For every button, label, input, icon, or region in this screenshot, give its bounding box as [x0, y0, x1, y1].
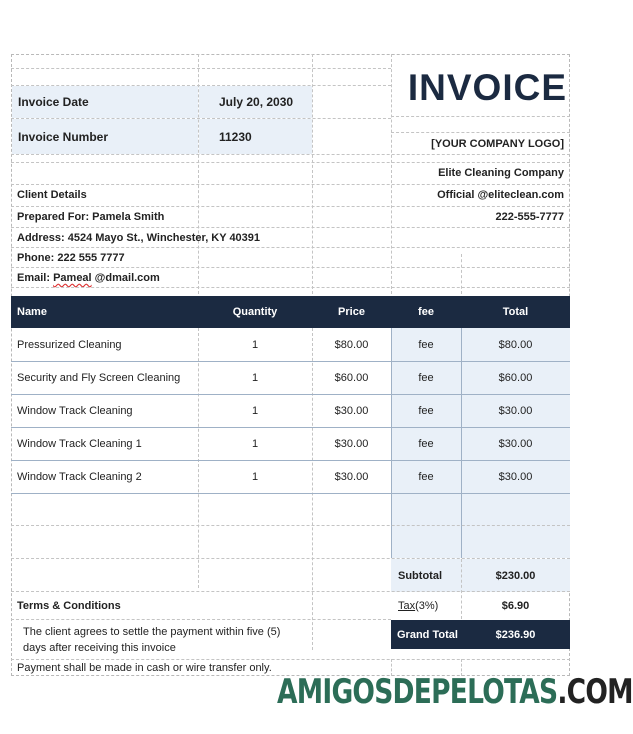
email-domain: @dmail.com — [91, 272, 160, 284]
table-row — [11, 328, 570, 361]
terms-text — [17, 624, 312, 656]
row-fee: fee — [418, 437, 434, 450]
grand-total-bar — [391, 620, 570, 649]
row-name: Window Track Cleaning — [17, 404, 133, 417]
row-price: $80.00 — [334, 338, 369, 351]
grand-total-value: $236.90 — [495, 628, 536, 641]
email-name: Pameal — [53, 272, 92, 284]
table-row — [11, 460, 570, 493]
company-phone: 222-555-7777 — [495, 211, 564, 223]
tax-label-text: Tax — [398, 599, 416, 612]
row-price: $60.00 — [334, 371, 369, 384]
subtotal-value: $230.00 — [495, 569, 536, 582]
watermark-suffix: .COM — [557, 672, 633, 712]
company-logo-placeholder: [YOUR COMPANY LOGO] — [431, 138, 564, 150]
row-price: $30.00 — [334, 437, 369, 450]
tax-rate: (3%) — [415, 599, 439, 612]
client-email — [11, 268, 311, 288]
row-price: $30.00 — [334, 470, 369, 483]
gridline — [11, 493, 570, 494]
terms-line-3: Payment shall be made in cash or wire transfer only. — [17, 662, 272, 674]
prepared-for: Prepared For: Pamela Smith — [17, 211, 165, 223]
terms-title — [11, 592, 311, 619]
company-handle: Official @eliteclean.com — [437, 189, 564, 201]
row-qty: 1 — [251, 338, 259, 351]
row-qty: 1 — [251, 404, 259, 417]
gridline — [11, 525, 570, 526]
row-total: $80.00 — [498, 338, 533, 351]
row-fee: fee — [418, 371, 434, 384]
row-total: $30.00 — [498, 470, 533, 483]
row-total: $30.00 — [498, 404, 533, 417]
watermark-main: AMIGOSDEPELOTAS — [277, 672, 558, 712]
client-address: Address: 4524 Mayo St., Winchester, KY 40391 — [17, 232, 261, 244]
terms-line-2: days after receiving this invoice — [23, 642, 176, 654]
row-qty: 1 — [251, 470, 259, 483]
row-fee: fee — [418, 338, 434, 351]
watermark-text — [277, 672, 633, 712]
row-qty: 1 — [251, 437, 259, 450]
row-name: Pressurized Cleaning — [17, 338, 122, 351]
tax-value: $6.90 — [501, 599, 530, 612]
gridline — [11, 287, 570, 288]
tax-label — [392, 592, 462, 619]
invoice-number-label: Invoice Number — [12, 119, 198, 154]
gridline — [391, 132, 570, 133]
header-name: Name — [17, 306, 47, 318]
invoice-number-value: 11230 — [199, 119, 312, 154]
table-row — [11, 361, 570, 394]
gridline — [11, 619, 391, 620]
invoice-title: INVOICE — [407, 67, 567, 108]
table-header — [11, 296, 570, 328]
table-row — [11, 394, 570, 427]
row-total: $30.00 — [498, 437, 533, 450]
row-name: Window Track Cleaning 1 — [17, 437, 142, 450]
client-details-label: Client Details — [17, 189, 87, 201]
row-name: Security and Fly Screen Cleaning — [17, 371, 181, 384]
header-fee: fee — [418, 306, 434, 318]
row-qty: 1 — [251, 371, 259, 384]
terms-title-text: Terms & Conditions — [17, 599, 121, 612]
gridline — [461, 254, 462, 294]
gridline — [391, 116, 570, 117]
header-total: Total — [502, 306, 529, 318]
row-fee: fee — [418, 470, 434, 483]
row-price: $30.00 — [334, 404, 369, 417]
email-prefix: Email: — [17, 272, 54, 284]
gridline — [312, 54, 313, 294]
gridline — [11, 154, 570, 155]
subtotal-label: Subtotal — [398, 569, 442, 582]
gridline — [11, 68, 391, 69]
header-price: Price — [338, 306, 365, 318]
invoice-date-value: July 20, 2030 — [199, 86, 312, 118]
invoice-date-label: Invoice Date — [12, 86, 198, 118]
header-quantity: Quantity — [232, 306, 278, 318]
table-row — [11, 427, 570, 460]
company-name: Elite Cleaning Company — [438, 167, 564, 179]
invoice-sheet — [11, 54, 570, 676]
row-total: $60.00 — [498, 371, 533, 384]
row-name: Window Track Cleaning 2 — [17, 470, 142, 483]
grand-total-label: Grand Total — [397, 628, 458, 641]
terms-line-1: The client agrees to settle the payment within five (5) — [23, 626, 281, 638]
client-phone: Phone: 222 555 7777 — [17, 252, 125, 264]
row-fee: fee — [418, 404, 434, 417]
